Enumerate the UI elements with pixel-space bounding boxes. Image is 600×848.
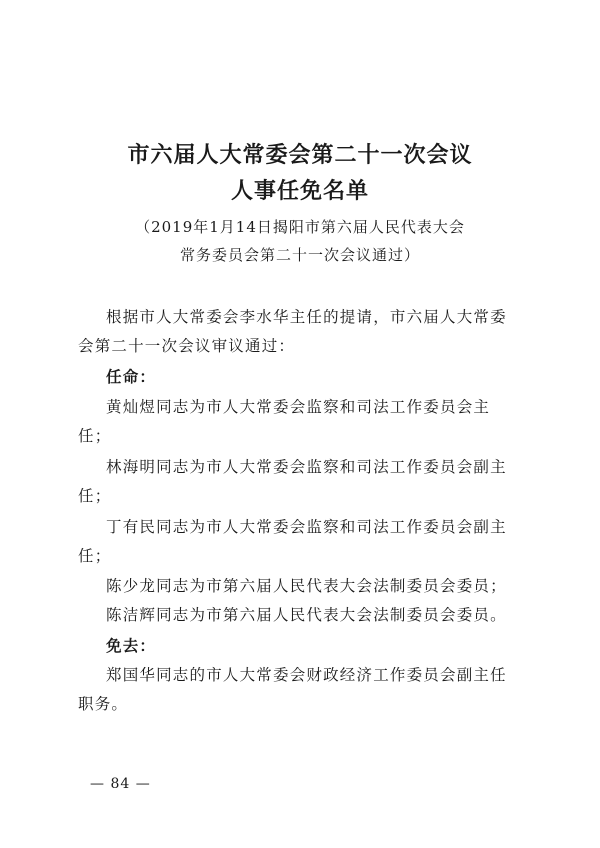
page-number: — 84 — xyxy=(90,776,151,792)
appoint-item-1-line2: 任； xyxy=(78,427,112,445)
remove-heading: 免去： xyxy=(106,637,157,655)
intro-line2: 会第二十一次会议审议通过： xyxy=(78,337,296,355)
appoint-item-3-line1: 丁有民同志为市人大常委会监察和司法工作委员会副主 xyxy=(106,518,507,536)
appoint-item-2-line2: 任； xyxy=(78,487,112,505)
document-title-line1: 市六届人大常委会第二十一次会议 xyxy=(127,142,473,168)
remove-item-1-line1: 郑国华同志的市人大常委会财政经济工作委员会副主任 xyxy=(106,666,507,684)
appoint-item-1-line1: 黄灿煜同志为市人大常委会监察和司法工作委员会主 xyxy=(106,398,491,416)
adoption-note-line1: （2019年1月14日揭阳市第六届人民代表大会 xyxy=(135,218,465,236)
appoint-item-3-line2: 任； xyxy=(78,547,112,565)
intro-line1: 根据市人大常委会李水华主任的提请，市六届人大常委 xyxy=(106,308,507,326)
appoint-item-2-line1: 林海明同志为市人大常委会监察和司法工作委员会副主 xyxy=(106,458,507,476)
adoption-note-line2: 常务委员会第二十一次会议通过） xyxy=(179,246,420,264)
appoint-heading: 任命： xyxy=(106,368,157,386)
document-title-line2: 人事任免名单 xyxy=(230,178,369,204)
remove-item-1-line2: 职务。 xyxy=(78,695,129,713)
appoint-item-4: 陈少龙同志为市第六届人民代表大会法制委员会委员； xyxy=(106,577,507,595)
appoint-item-5: 陈洁辉同志为市第六届人民代表大会法制委员会委员。 xyxy=(106,606,507,624)
